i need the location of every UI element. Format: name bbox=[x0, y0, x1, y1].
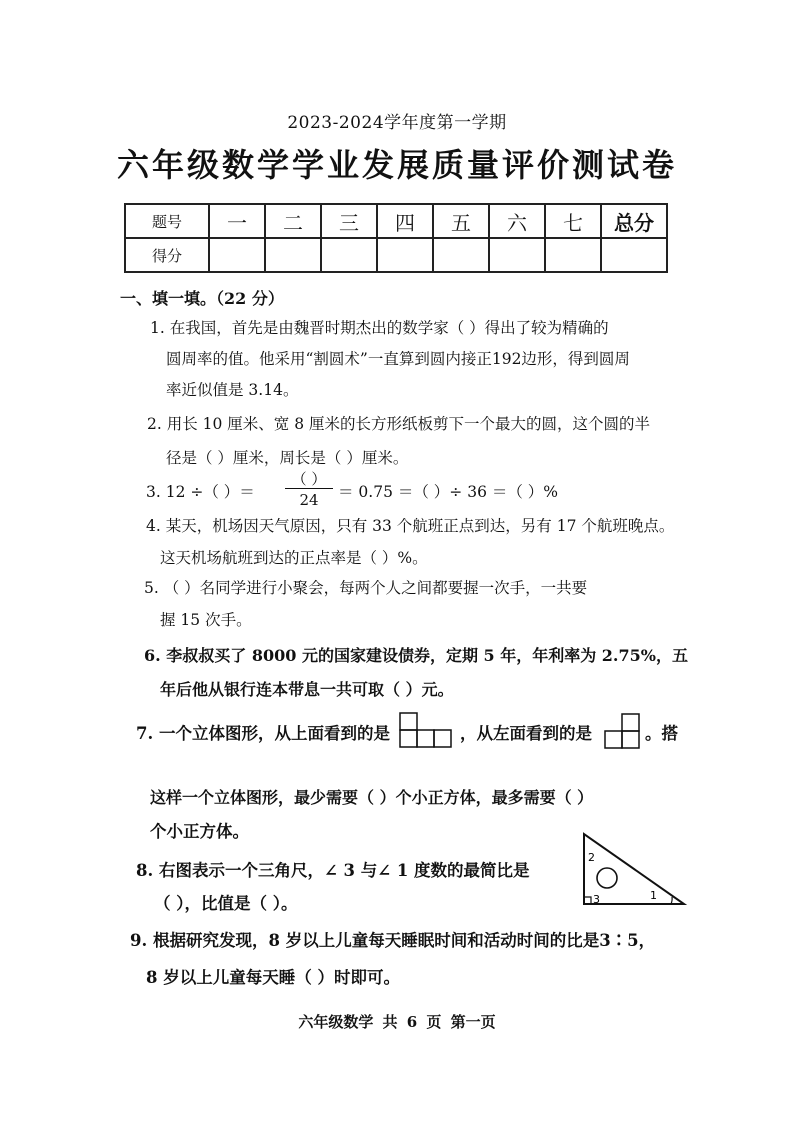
q8-line-1: 8. 右图表示一个三角尺，∠ 3 与∠ 1 度数的最简比是 bbox=[136, 861, 530, 880]
col-total: 总分 bbox=[601, 204, 667, 238]
section-1-title: 一、填一填。（22 分） bbox=[120, 289, 284, 308]
q4-line-1: 4. 某天，机场因天气原因，只有 33 个航班正点到达，另有 17 个航班晚点。 bbox=[146, 517, 675, 535]
q3-part-b: ＝ 0.75 ＝（ ）÷ 36 ＝（ ）% bbox=[338, 483, 559, 501]
score-label: 得分 bbox=[125, 238, 209, 272]
q3-fraction-numerator: （ ） bbox=[291, 470, 327, 488]
angle-2-label: 2 bbox=[588, 851, 595, 864]
score-table-score-row bbox=[125, 238, 667, 272]
score-table bbox=[124, 203, 668, 273]
left-view-square bbox=[622, 714, 639, 731]
q1-line-1: 1. 在我国，首先是由魏晋时期杰出的数学家（ ）得出了较为精确的 bbox=[150, 319, 609, 337]
exam-term: 2023-2024学年度第一学期 bbox=[287, 113, 507, 133]
score-cell-7[interactable] bbox=[545, 238, 601, 272]
q4-line-2: 这天机场航班到达的正点率是（ ）%。 bbox=[160, 549, 428, 567]
score-cell-total[interactable] bbox=[601, 238, 667, 272]
question-number-label: 题号 bbox=[125, 204, 209, 238]
angle-3-label: 3 bbox=[593, 893, 600, 906]
top-view-square bbox=[400, 730, 417, 747]
angle-1-label: 1 bbox=[650, 889, 657, 902]
q8-line-2: （ ），比值是（ ）。 bbox=[154, 894, 298, 913]
q2-line-1: 2. 用长 10 厘米、宽 8 厘米的长方形纸板剪下一个最大的圆，这个圆的半 bbox=[147, 415, 651, 433]
score-cell-5[interactable] bbox=[433, 238, 489, 272]
q5-line-1: 5. （ ）名同学进行小聚会，每两个人之间都要握一次手，一共要 bbox=[144, 579, 588, 597]
angle-1-arc bbox=[671, 897, 672, 904]
left-view-square bbox=[605, 731, 622, 748]
q7-line-1-c: 。搭 bbox=[645, 724, 678, 743]
page-footer: 六年级数学 共 6 页 第一页 bbox=[298, 1013, 496, 1031]
left-view-square bbox=[622, 731, 639, 748]
top-view-square bbox=[434, 730, 451, 747]
top-view-square bbox=[400, 713, 417, 730]
q3-fraction-denominator: 24 bbox=[299, 491, 319, 509]
q3-part-a: 3. 12 ÷（ ）＝ bbox=[146, 483, 255, 501]
q7-line-1-b: ，从左面看到的是 bbox=[460, 724, 592, 743]
right-angle-mark bbox=[584, 897, 591, 904]
col-3: 三 bbox=[321, 204, 377, 238]
q1-line-3: 率近似值是 3.14。 bbox=[166, 381, 299, 399]
q6-line-1: 6. 李叔叔买了 8000 元的国家建设债券，定期 5 年，年利率为 2.75%，五 bbox=[144, 646, 688, 665]
col-5: 五 bbox=[433, 204, 489, 238]
triangle-ruler-figure bbox=[578, 830, 690, 908]
q7-line-1-a: 7. 一个立体图形，从上面看到的是 bbox=[136, 724, 390, 743]
col-2: 二 bbox=[265, 204, 321, 238]
q6-line-2: 年后他从银行连本带息一共可取（ ）元。 bbox=[160, 680, 454, 699]
fraction-bar bbox=[285, 488, 333, 489]
score-cell-4[interactable] bbox=[377, 238, 433, 272]
score-cell-2[interactable] bbox=[265, 238, 321, 272]
top-view-figure bbox=[399, 712, 455, 748]
q7-line-3: 个小正方体。 bbox=[150, 822, 249, 841]
q2-line-2: 径是（ ）厘米，周长是（ ）厘米。 bbox=[166, 449, 409, 467]
q9-line-2: 8 岁以上儿童每天睡（ ）时即可。 bbox=[146, 968, 400, 987]
score-table-header-row bbox=[125, 204, 667, 238]
left-view-figure bbox=[604, 713, 644, 751]
col-7: 七 bbox=[545, 204, 601, 238]
q1-line-2: 圆周率的值。他采用“割圆术”一直算到圆内接正192边形，得到圆周 bbox=[166, 350, 630, 368]
q3-fraction bbox=[285, 468, 333, 509]
q7-line-2: 这样一个立体图形，最少需要（ ）个小正方体，最多需要（ ） bbox=[150, 788, 594, 807]
col-6: 六 bbox=[489, 204, 545, 238]
score-cell-3[interactable] bbox=[321, 238, 377, 272]
col-1: 一 bbox=[209, 204, 265, 238]
top-view-square bbox=[417, 730, 434, 747]
col-4: 四 bbox=[377, 204, 433, 238]
score-cell-1[interactable] bbox=[209, 238, 265, 272]
triangle-hole bbox=[597, 868, 617, 888]
q9-line-1: 9. 根据研究发现，8 岁以上儿童每天睡眠时间和活动时间的比是3∶5， bbox=[130, 931, 656, 950]
q5-line-2: 握 15 次手。 bbox=[160, 611, 252, 629]
exam-title: 六年级数学学业发展质量评价测试卷 bbox=[116, 146, 677, 184]
score-cell-6[interactable] bbox=[489, 238, 545, 272]
